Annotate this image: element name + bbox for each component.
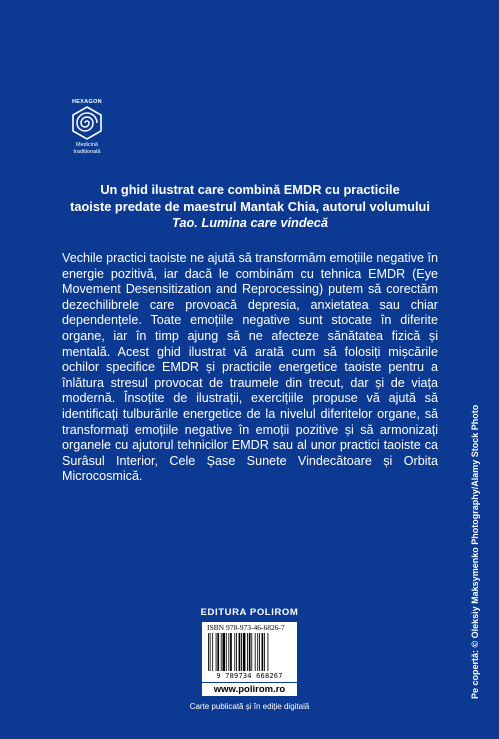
logo-sub-label-1: Medicină — [75, 142, 98, 148]
isbn-label: ISBN 978-973-46-6826-7 — [207, 623, 285, 632]
barcode-digits: 9 789734 668267 — [216, 672, 283, 680]
intro-line-1: Un ghid ilustrat care combină EMDR cu practicile — [100, 182, 400, 197]
description-paragraph: Vechile practici taoiste ne ajută să transformăm emoțiile negative în energie pozitivă, iar dacă le combinăm cu tehnica EMDR (Eye Movement Desensitization and Reprocessing) putem să corectăm dezechilibrele care provoacă depresia, anxietatea sau chiar dependențele. Toate emoțiile negative sunt stocate în diferite organe, iar în timp ajung să ne afecteze sănătatea fizică și mentală. Acest ghid ilustrat vă arată cum să folosiți mișcările ochilor specifice EMDR și practicile energetice taoiste pentru a înlătura stresul provocat de traumele din trecut, dar și de viața modernă. Însoțite de ilustrații, exercițiile propuse vă ajută să identificați tulburările energetice de la nivelul diferitelor organe, să transformați emoțiile negative în emoții pozitive și să armonizați organele cu ajutorul tehnicilor EMDR sau al unor practici taoiste ca Surâsul Interior, Cele Șase Sunete Vindecătoare și Orbita Microcosmică. — [62, 251, 438, 484]
intro-line-3: Tao. Lumina care vindecă — [172, 215, 328, 230]
digital-edition-note: Carte publicată și în ediție digitală — [189, 702, 310, 711]
barcode-icon — [208, 633, 291, 673]
logo-sub-label-2: tradițională — [73, 149, 101, 155]
publisher-series-logo — [62, 99, 112, 156]
publisher-name: EDITURA POLIROM — [200, 607, 299, 618]
intro-line-2: taoiste predate de maestrul Mantak Chia, autorul volumului — [70, 198, 430, 214]
logo-top-label: HEXAGON — [72, 99, 102, 105]
cover-photo-credit: Pe copertă: © Oleksiy Maksymenko Photography/Alamy Stock Photo — [470, 404, 480, 699]
description-text — [62, 251, 438, 485]
barcode-block — [202, 622, 297, 682]
hexagon-spiral-icon — [70, 106, 104, 140]
publisher-website: www.polirom.ro — [202, 683, 297, 696]
intro-blurb — [70, 182, 430, 232]
